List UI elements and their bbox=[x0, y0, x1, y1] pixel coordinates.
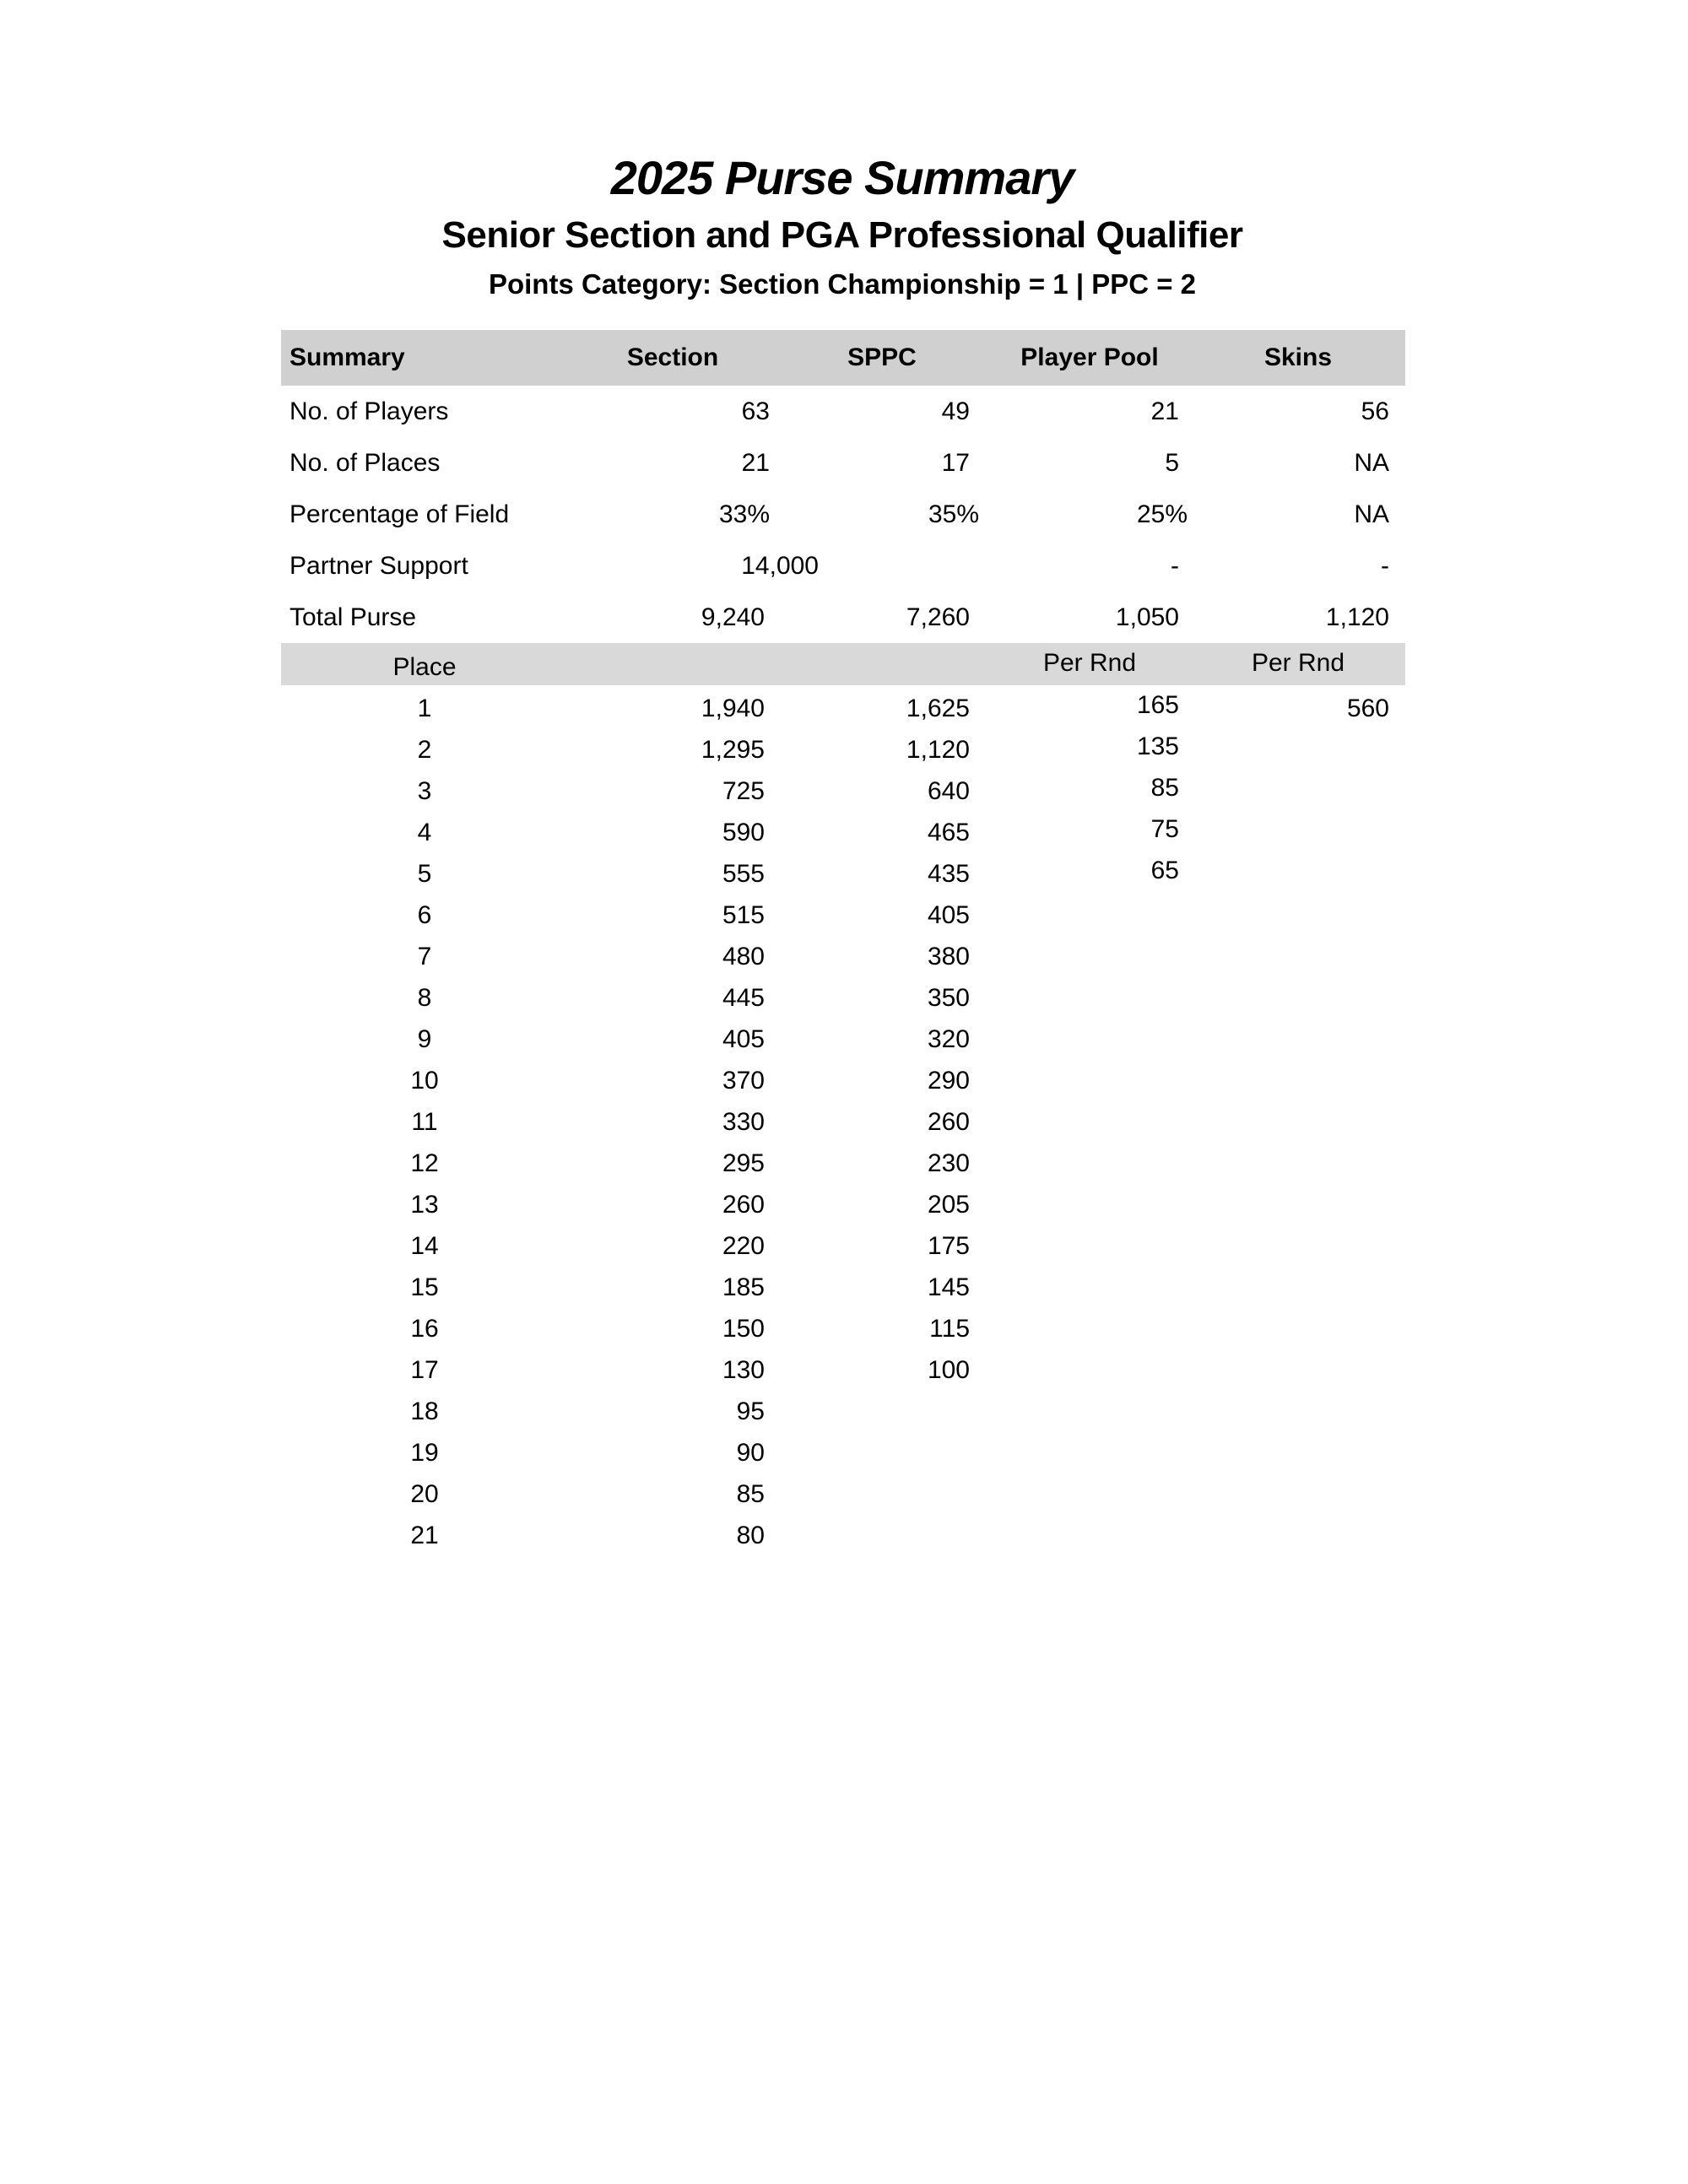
place-number: 5 bbox=[417, 860, 432, 888]
header-player-pool: Player Pool bbox=[1020, 343, 1159, 371]
summary-cell-sppc: 35% bbox=[928, 500, 979, 528]
place-section-payout: 150 bbox=[722, 1315, 765, 1343]
place-sppc-payout: 230 bbox=[927, 1149, 970, 1177]
summary-cell-sppc: 7,260 bbox=[906, 603, 970, 631]
place-sppc-payout: 435 bbox=[927, 860, 970, 888]
place-section-payout: 515 bbox=[722, 901, 765, 929]
place-section-payout: 85 bbox=[736, 1480, 765, 1508]
place-number: 7 bbox=[417, 943, 432, 970]
place-section-payout: 555 bbox=[722, 860, 765, 888]
place-number: 6 bbox=[417, 901, 432, 929]
summary-cell-sppc: 49 bbox=[941, 397, 970, 425]
summary-cell-player-pool: 1,050 bbox=[1115, 603, 1179, 631]
place-section-payout: 725 bbox=[722, 777, 765, 805]
place-sppc-payout: 175 bbox=[927, 1232, 970, 1260]
place-sppc-payout: 350 bbox=[927, 984, 970, 1012]
place-number: 11 bbox=[411, 1108, 438, 1136]
page-title: 2025 Purse Summary bbox=[610, 151, 1074, 204]
place-sppc-payout: 380 bbox=[927, 943, 970, 970]
place-number: 20 bbox=[410, 1480, 439, 1508]
place-sppc-payout: 290 bbox=[927, 1067, 970, 1095]
summary-cell-section: 14,000 bbox=[741, 552, 819, 580]
place-number: 9 bbox=[417, 1025, 432, 1053]
place-sppc-payout: 405 bbox=[927, 901, 970, 929]
place-player-pool-payout: 75 bbox=[1150, 815, 1179, 843]
place-section-payout: 260 bbox=[722, 1191, 765, 1219]
place-section-payout: 220 bbox=[722, 1232, 765, 1260]
place-number: 18 bbox=[410, 1397, 439, 1425]
header-summary: Summary bbox=[289, 343, 405, 371]
place-number: 17 bbox=[410, 1356, 439, 1384]
page-subtitle: Senior Section and PGA Professional Qualifier bbox=[441, 214, 1243, 256]
summary-row-label: No. of Players bbox=[289, 397, 449, 425]
place-section-payout: 405 bbox=[722, 1025, 765, 1053]
place-sppc-payout: 100 bbox=[927, 1356, 970, 1384]
summary-cell-section: 21 bbox=[741, 449, 770, 477]
summary-cell-player-pool: 25% bbox=[1136, 500, 1188, 528]
place-number: 19 bbox=[410, 1439, 439, 1467]
place-sppc-payout: 115 bbox=[929, 1315, 970, 1343]
summary-row-label: Percentage of Field bbox=[289, 500, 510, 528]
place-section-payout: 1,295 bbox=[701, 736, 765, 764]
place-sppc-payout: 145 bbox=[927, 1273, 970, 1301]
header-place: Place bbox=[392, 653, 457, 681]
place-number: 3 bbox=[417, 777, 432, 805]
summary-cell-section: 33% bbox=[718, 500, 770, 528]
place-sppc-payout: 260 bbox=[927, 1108, 970, 1136]
summary-cell-player-pool: 5 bbox=[1165, 449, 1179, 477]
place-number: 8 bbox=[417, 984, 432, 1012]
place-section-payout: 295 bbox=[722, 1149, 765, 1177]
summary-cell-sppc: 17 bbox=[941, 449, 970, 477]
place-number: 13 bbox=[410, 1191, 439, 1219]
summary-row-label: Total Purse bbox=[289, 603, 417, 631]
place-section-payout: 185 bbox=[722, 1273, 765, 1301]
place-sppc-payout: 205 bbox=[927, 1191, 970, 1219]
place-section-payout: 480 bbox=[722, 943, 765, 970]
place-player-pool-payout: 165 bbox=[1136, 691, 1179, 719]
place-section-payout: 130 bbox=[722, 1356, 765, 1384]
place-number: 4 bbox=[417, 819, 432, 846]
summary-cell-skins: - bbox=[1381, 552, 1389, 580]
place-sppc-payout: 640 bbox=[927, 777, 970, 805]
header-skins-per-round: Per Rnd bbox=[1251, 649, 1345, 677]
place-number: 15 bbox=[410, 1273, 439, 1301]
place-section-payout: 330 bbox=[722, 1108, 765, 1136]
place-number: 14 bbox=[410, 1232, 439, 1260]
place-number: 2 bbox=[417, 736, 432, 764]
place-skins-payout: 560 bbox=[1346, 695, 1389, 722]
place-player-pool-payout: 85 bbox=[1150, 774, 1179, 802]
header-section: Section bbox=[626, 343, 719, 371]
place-number: 16 bbox=[410, 1315, 439, 1343]
place-sppc-payout: 1,625 bbox=[906, 695, 970, 722]
place-player-pool-payout: 135 bbox=[1136, 733, 1179, 760]
summary-cell-section: 63 bbox=[741, 397, 770, 425]
summary-row-label: No. of Places bbox=[289, 449, 441, 477]
place-sppc-payout: 1,120 bbox=[906, 736, 970, 764]
place-section-payout: 370 bbox=[722, 1067, 765, 1095]
place-section-payout: 80 bbox=[736, 1522, 765, 1549]
place-number: 21 bbox=[410, 1522, 439, 1549]
points-category: Points Category: Section Championship = 1 | PPC = 2 bbox=[488, 268, 1197, 300]
place-section-payout: 90 bbox=[736, 1439, 765, 1467]
place-number: 10 bbox=[410, 1067, 439, 1095]
summary-cell-skins: 56 bbox=[1361, 397, 1389, 425]
place-player-pool-payout: 65 bbox=[1150, 857, 1179, 884]
header-player-pool-per-round: Per Rnd bbox=[1042, 649, 1137, 677]
place-section-payout: 95 bbox=[736, 1397, 765, 1425]
summary-cell-section: 9,240 bbox=[701, 603, 765, 631]
place-section-payout: 1,940 bbox=[701, 695, 765, 722]
header-sppc: SPPC bbox=[847, 343, 917, 371]
summary-cell-player-pool: 21 bbox=[1150, 397, 1179, 425]
summary-cell-skins: 1,120 bbox=[1325, 603, 1389, 631]
header-skins: Skins bbox=[1263, 343, 1333, 371]
place-sppc-payout: 320 bbox=[927, 1025, 970, 1053]
place-number: 12 bbox=[410, 1149, 439, 1177]
summary-header-band bbox=[281, 330, 1405, 386]
summary-cell-skins: NA bbox=[1354, 449, 1389, 477]
place-section-payout: 590 bbox=[722, 819, 765, 846]
place-sppc-payout: 465 bbox=[927, 819, 970, 846]
place-number: 1 bbox=[417, 695, 432, 722]
summary-cell-skins: NA bbox=[1354, 500, 1389, 528]
place-section-payout: 445 bbox=[722, 984, 765, 1012]
summary-cell-player-pool: - bbox=[1171, 552, 1179, 580]
summary-row-label: Partner Support bbox=[289, 552, 468, 580]
